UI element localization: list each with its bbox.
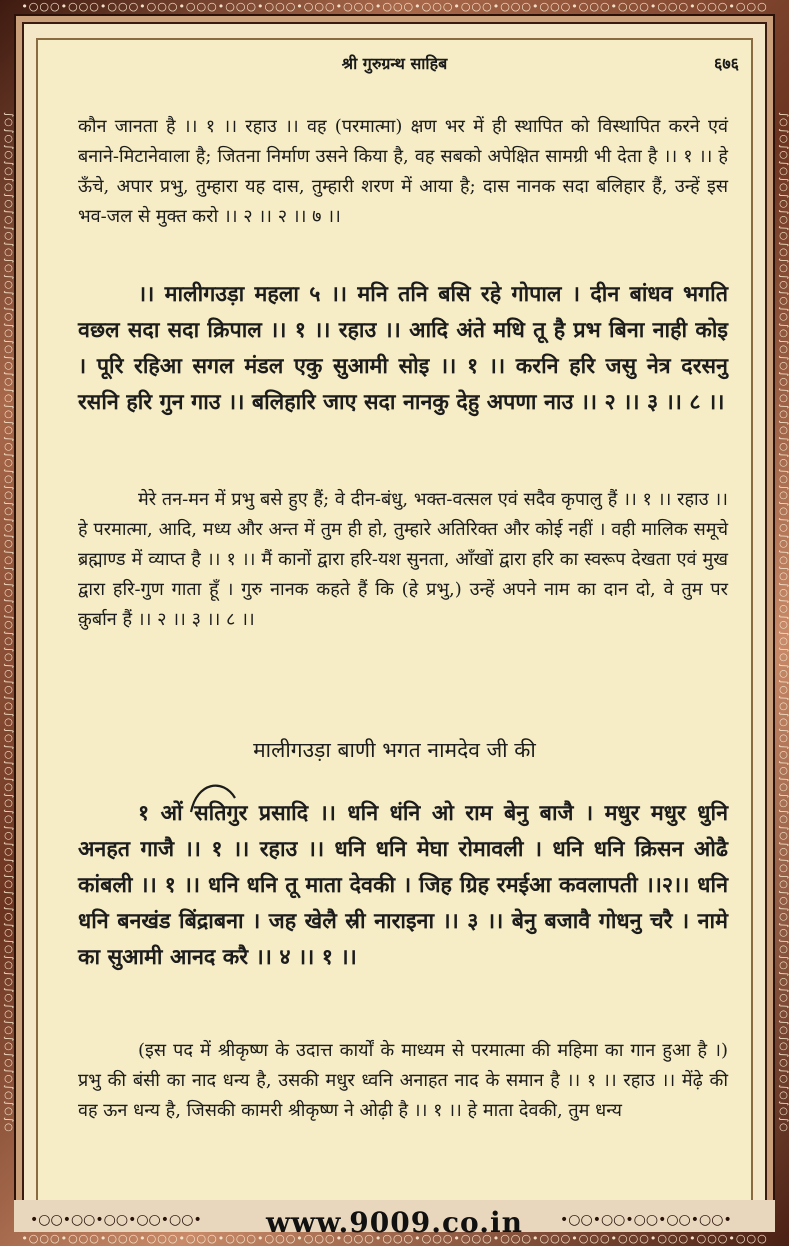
bottom-ornament-border: •○○○•○○○•○○○•○○○•○○○•○○○•○○○•○○○•○○○•○○○•○○○•○○○•○○○•○○○•○○○•○○○•○○○•○○○•○○○ — [21, 1232, 768, 1245]
footer-ornament-left: •○○•○○•○○•○○•○○• — [30, 1212, 202, 1228]
left-ornament-border: ∫○∫○∫○∫○∫○∫○∫○∫○∫○∫○∫○∫○∫○∫○∫○∫○∫○∫○∫○∫○∫○∫○∫○∫○∫○∫○∫○∫○∫○∫○∫○∫○∫○∫○∫○∫○∫○∫○∫○∫○∫○∫○∫○∫○∫○∫○∫○∫○∫○∫○∫○∫○∫○∫○∫○∫○∫○∫○∫○∫○∫○∫○∫○ — [3, 112, 14, 1134]
page-title: श्री गुरुग्रन्थ साहिब — [341, 54, 448, 73]
scripture-page — [38, 40, 751, 1200]
site-url-link[interactable]: www.9009.co.in — [266, 1206, 523, 1239]
footer-ornament-right: •○○•○○•○○•○○•○○• — [560, 1212, 732, 1228]
top-ornament-border: •○○○•○○○•○○○•○○○•○○○•○○○•○○○•○○○•○○○•○○○•○○○•○○○•○○○•○○○•○○○•○○○•○○○•○○○•○○○ — [21, 0, 768, 13]
right-ornament-border: ∫○∫○∫○∫○∫○∫○∫○∫○∫○∫○∫○∫○∫○∫○∫○∫○∫○∫○∫○∫○∫○∫○∫○∫○∫○∫○∫○∫○∫○∫○∫○∫○∫○∫○∫○∫○∫○∫○∫○∫○∫○∫○∫○∫○∫○∫○∫○∫○∫○∫○∫○∫○∫○∫○∫○∫○∫○∫○∫○∫○∫○∫○∫○ — [778, 112, 789, 1134]
translation-paragraph-3: (इस पद में श्रीकृष्ण के उदात्त कार्यों के माध्यम से परमात्मा की महिमा का गान हुआ है ।) प्रभु की बंसी का नाद धन्य है, उसकी मधुर ध्वनि अनाहत नाद के समान है ।। १ ।। रहाउ ।। मेंढ़े की वह ऊन धन्य है, जिसकी कामरी श्रीकृष्ण ने ओढ़ी है ।। १ ।। हे माता देवकी, तुम धन्य — [78, 1040, 728, 1121]
section-heading: मालीगउड़ा बाणी भगत नामदेव जी की — [253, 738, 536, 762]
gurbani-verse-1: ।। मालीगउड़ा महला ५ ।। मनि तनि बसि रहे गोपाल । दीन बांधव भगति वछल सदा सदा क्रिपाल ।। १ ।। रहाउ ।। आदि अंते मधि तू है प्रभ बिना नाही कोइ । पूरि रहिआ सगल मंडल एकु सुआमी सोइ ।। १ ।। करनि हरि जसु नेत्र दरसनु रसनि हरि गुन गाउ ।। बलिहारि जाए सदा नानकु देहु अपणा नाउ ।। २ ।। ३ ।। ८ ।। — [78, 282, 728, 415]
page-number: ६७६ — [714, 54, 739, 73]
gurbani-verse-2: १ ओं सतिगुर प्रसादि ।। धनि धंनि ओ राम बेनु बाजै । मधुर मधुर धुनि अनहत गाजै ।। १ ।। रहाउ ।। धनि धनि मेघा रोमावली । धनि धनि क्रिसन ओढै कांबली ।। १ ।। धनि धनि तू माता देवकी । जिह ग्रिह रमईआ कवलापती ।।२।। धनि धनि बनखंड बिंद्राबना । जह खेलै स्री नाराइना ।। ३ ।। बेनु बजावै गोधनु चरै । नामे का सुआमी आनद करै ।। ४ ।। १ ।। — [78, 801, 728, 970]
translation-paragraph-2: मेरे तन-मन में प्रभु बसे हुए हैं; वे दीन-बंधु, भक्त-वत्सल एवं सदैव कृपालु हैं ।। १ ।। रहाउ ।। हे परमात्मा, आदि, मध्य और अन्त में तुम ही हो, तुम्हारे अतिरिक्त और कोई नहीं । वही मालिक समूचे ब्रह्माण्ड में व्याप्त है ।। १ ।। मैं कानों द्वारा हरि-यश सुनता, आँखों द्वारा हरि का स्वरूप देखता एवं मुख द्वारा हरि-गुण गाता हूँ । गुरु नानक कहते हैं कि (हे प्रभु,) उन्हें अपने नाम का दान दो, वे तुम पर क़ुर्बान हैं ।। २ ।। ३ ।। ८ ।। — [78, 489, 728, 630]
page-header — [38, 40, 751, 73]
translation-paragraph-1: कौन जानता है ।। १ ।। रहाउ ।। वह (परमात्मा) क्षण भर में ही स्थापित को विस्थापित करने एवं बनाने-मिटानेवाला है; जितना निर्माण उसने किया है, वह सबको अपेक्षित सामग्री भी देता है ।। १ ।। हे ऊँचे, अपार प्रभु, तुम्हारा यह दास, तुम्हारी शरण में आया है; दास नानक सदा बलिहार हैं, उन्हें इस भव-जल से मुक्त करो ।। २ ।। २ ।। ७ ।। — [78, 116, 728, 227]
